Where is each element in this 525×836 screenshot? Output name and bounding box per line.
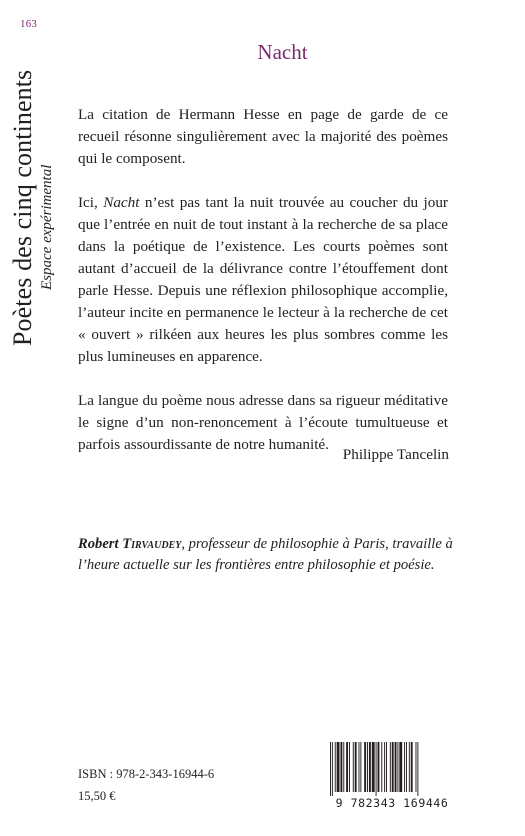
series-number: 163 xyxy=(20,18,38,30)
isbn: ISBN : 978-2-343-16944-6 xyxy=(78,767,215,781)
author-last-name: Tirvaudey xyxy=(122,536,182,552)
author-bio-text: , professeur de philosophie à Paris, travaille à l’heure actuelle sur les frontières entre philosophie et poésie. xyxy=(78,536,453,573)
blurb-paragraph-1: La citation de Hermann Hesse en page de garde de ce recueil résonne singulièrement avec la majorité des poèmes qui le composent. xyxy=(78,106,448,167)
barcode-digits: 9 782343 169446 xyxy=(335,796,449,810)
blurb-text: Ici, xyxy=(78,194,104,211)
blurb-title-italic: Nacht xyxy=(103,194,140,211)
barcode xyxy=(328,742,456,796)
series-name: Poètes des cinq continents xyxy=(8,69,37,346)
author-first-name: Robert xyxy=(78,536,119,552)
blurb-paragraph-2 xyxy=(78,192,448,368)
blurb-text: n’est pas tant la nuit trouvée au coucher du jour que l’entrée en nuit de tout instant à la recherche de sa place dans la poétique de l’existence. Les courts poèmes sont autant d’accueil de la délivrance contre l’étouffement dont parle Hesse. Depuis une réflexion philosophique accomplie, l’auteur incite en permanence le lecteur à la recherche de cet « ouvert » rilkéen aux heures les plus sombres comme les plus lumineuses en apparence. xyxy=(78,194,448,365)
author-bio xyxy=(78,534,460,576)
series-subtitle: Espace expérimental xyxy=(39,164,55,290)
book-title: Nacht xyxy=(257,40,308,64)
price: 15,50 € xyxy=(78,789,116,803)
blurb-signature: Philippe Tancelin xyxy=(342,446,449,463)
blurb xyxy=(78,104,448,478)
blurb-paragraph-3: La langue du poème nous adresse dans sa rigueur méditative le signe d’un non-renoncement à l’écoute tumultueuse et parfois assourdissante de notre humanité. xyxy=(78,392,448,453)
series-spine xyxy=(8,46,72,346)
